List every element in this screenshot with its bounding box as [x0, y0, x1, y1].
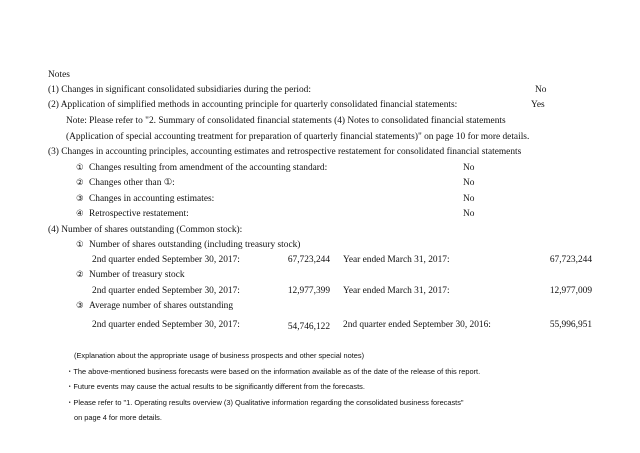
item4-group3-value2: 55,996,951 — [549, 320, 592, 330]
item4-group1-period2: Year ended March 31, 2017: — [343, 255, 450, 265]
explanation-bullet1: ・The above-mentioned business forecasts were based on the information available as of the date of the release of this report. — [66, 367, 481, 376]
item2-note-line1: Note: Please refer to "2. Summary of consolidated financial statements (4) Notes to consolidated financial statements — [66, 116, 506, 126]
item3-row3-label: Changes in accounting estimates: — [89, 194, 215, 204]
item3-row4-mark: ④ — [76, 209, 84, 219]
item3-row1-value: No — [463, 163, 475, 173]
item2-note-line2: (Application of special accounting treatment for preparation of quarterly financial statements)" on page 10 for more details. — [66, 132, 530, 142]
item1-label: (1) Changes in significant consolidated subsidiaries during the period: — [48, 85, 311, 95]
explanation-bullet3-line2: on page 4 for more details. — [74, 413, 162, 422]
item4-group2-period1: 2nd quarter ended September 30, 2017: — [92, 286, 240, 296]
item4-group2-mark: ② — [76, 270, 84, 280]
item4-group2-value2: 12,977,009 — [549, 286, 592, 296]
item4-group3-mark: ③ — [76, 301, 84, 311]
item4-group1-period1: 2nd quarter ended September 30, 2017: — [92, 255, 240, 265]
item4-group1-mark: ① — [76, 240, 84, 250]
item4-group1-value1: 67,723,244 — [287, 255, 330, 265]
item4-group3-heading: Average number of shares outstanding — [89, 301, 234, 311]
item3-label: (3) Changes in accounting principles, accounting estimates and retrospective restatement for consolidated financial statements — [48, 147, 522, 157]
item3-row1-mark: ① — [76, 163, 84, 173]
item2-value: Yes — [531, 100, 545, 110]
item3-row4-label: Retrospective restatement: — [89, 209, 189, 219]
item4-group2-heading: Number of treasury stock — [89, 270, 185, 280]
item3-row2-label: Changes other than ①: — [89, 178, 175, 188]
explanation-bullet2: ・Future events may cause the actual results to be significantly different from the forecasts. — [66, 382, 365, 391]
item4-group3-period1: 2nd quarter ended September 30, 2017: — [92, 320, 240, 330]
item4-group2-value1: 12,977,399 — [287, 286, 330, 296]
explanation-bullet3-line1: ・Please refer to "1. Operating results overview (3) Qualitative information regarding the consolidated business forecasts" — [66, 398, 464, 407]
item4-group3-value1: 54,746,122 — [287, 322, 330, 332]
item2-label: (2) Application of simplified methods in accounting principle for quarterly consolidated financial statements: — [48, 100, 458, 110]
item3-row3-mark: ③ — [76, 194, 84, 204]
item3-row4-value: No — [463, 209, 475, 219]
item4-group2-period2: Year ended March 31, 2017: — [343, 286, 450, 296]
item4-group3-period2: 2nd quarter ended September 30, 2016: — [343, 320, 491, 330]
item1-value: No — [535, 85, 547, 95]
item3-row3-value: No — [463, 194, 475, 204]
item3-row2-value: No — [463, 178, 475, 188]
item3-row2-mark: ② — [76, 178, 84, 188]
item4-group1-heading: Number of shares outstanding (including treasury stock) — [89, 240, 301, 250]
explanation-title: (Explanation about the appropriate usage of business prospects and other special notes) — [74, 351, 365, 360]
item3-row1-label: Changes resulting from amendment of the accounting standard: — [89, 163, 328, 173]
item4-label: (4) Number of shares outstanding (Common stock): — [48, 225, 243, 235]
item4-group1-value2: 67,723,244 — [549, 255, 592, 265]
notes-title: Notes — [48, 70, 70, 80]
